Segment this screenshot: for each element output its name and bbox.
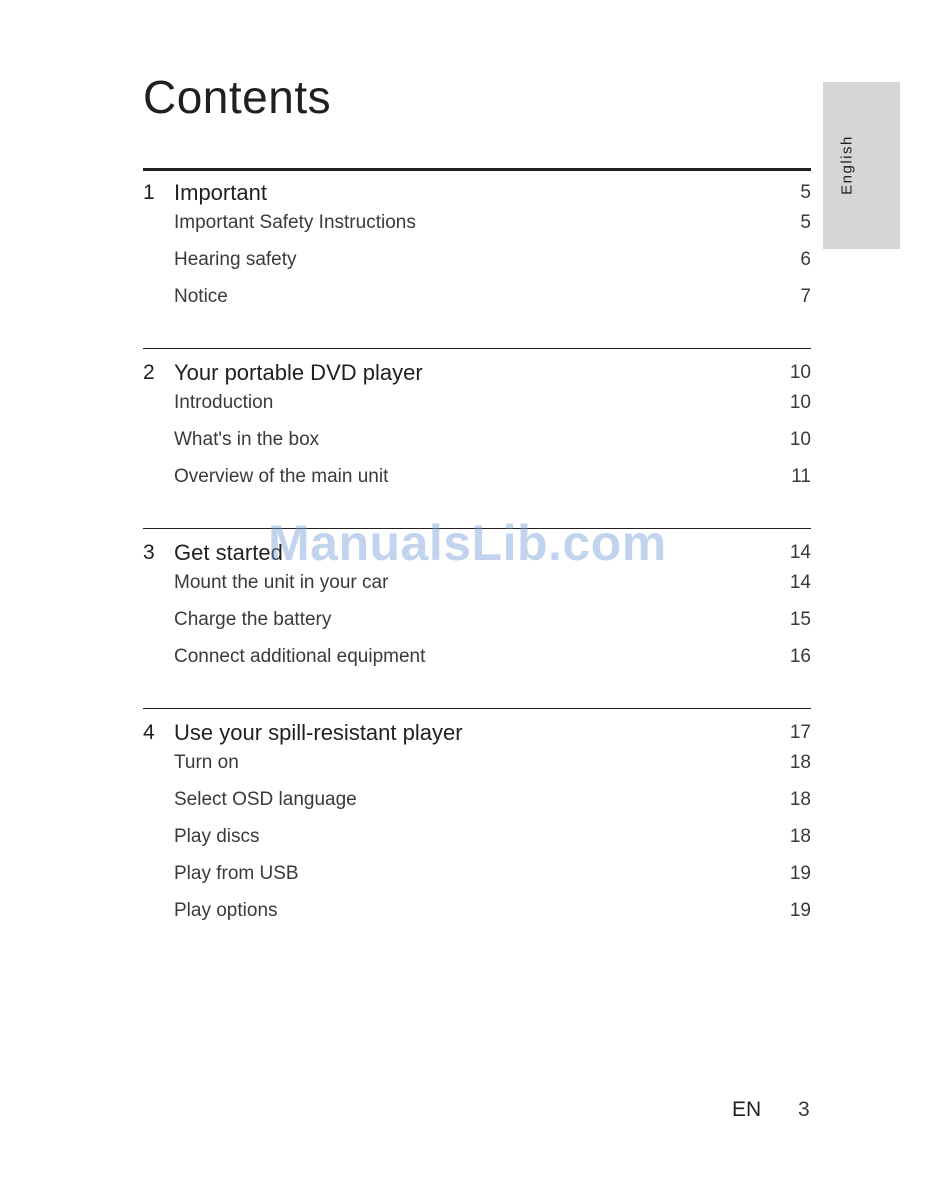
chapter-number: 2 (143, 361, 155, 384)
chapter-page: 5 (800, 182, 811, 203)
toc-section-1 (143, 168, 811, 348)
item-title[interactable]: Play discs (174, 826, 260, 847)
chapter-page: 14 (789, 542, 811, 563)
item-title[interactable]: Play options (174, 900, 278, 921)
item-title[interactable]: What's in the box (174, 429, 320, 450)
item-page: 7 (800, 286, 811, 307)
page-title: Contents (143, 71, 332, 123)
toc-item-row[interactable] (143, 824, 811, 861)
item-title[interactable]: Hearing safety (174, 249, 297, 270)
item-title[interactable]: Overview of the main unit (174, 466, 389, 487)
toc-item-row[interactable] (143, 284, 811, 321)
watermark: ManualsLib.com (268, 515, 667, 571)
item-page: 18 (789, 789, 811, 810)
chapter-number: 1 (143, 181, 155, 204)
footer-page-number: 3 (798, 1098, 810, 1121)
footer-language: EN (732, 1098, 762, 1121)
toc-chapter-row[interactable] (143, 720, 811, 750)
chapter-number: 4 (143, 721, 155, 744)
toc-item-row[interactable] (143, 247, 811, 284)
item-title[interactable]: Play from USB (174, 863, 299, 884)
toc-item-row[interactable] (143, 570, 811, 607)
chapter-title[interactable]: Important (174, 180, 267, 205)
toc-section-2 (143, 348, 811, 528)
chapter-title[interactable]: Get started (174, 540, 283, 565)
chapter-title[interactable]: Use your spill-resistant player (174, 720, 463, 745)
item-title[interactable]: Connect additional equipment (174, 646, 426, 667)
chapter-page: 17 (789, 722, 811, 743)
item-page: 19 (789, 900, 811, 921)
item-title[interactable]: Mount the unit in your car (174, 572, 389, 593)
chapter-page: 10 (789, 362, 811, 383)
item-title[interactable]: Turn on (174, 752, 239, 773)
toc-item-row[interactable] (143, 644, 811, 681)
item-title[interactable]: Important Safety Instructions (174, 212, 416, 233)
item-page: 19 (789, 863, 811, 884)
item-page: 18 (789, 826, 811, 847)
toc-item-row[interactable] (143, 607, 811, 644)
chapter-number: 3 (143, 541, 155, 564)
toc-chapter-row[interactable] (143, 360, 811, 390)
item-page: 16 (789, 646, 811, 667)
language-tab-label: English (838, 135, 856, 195)
item-title[interactable]: Introduction (174, 392, 274, 413)
item-title[interactable]: Select OSD language (174, 789, 357, 810)
item-page: 11 (791, 466, 811, 487)
item-title[interactable]: Charge the battery (174, 609, 332, 630)
item-page: 10 (789, 429, 811, 450)
item-page: 18 (789, 752, 811, 773)
item-page: 5 (800, 212, 811, 233)
chapter-title[interactable]: Your portable DVD player (174, 360, 423, 385)
toc-item-row[interactable] (143, 750, 811, 787)
toc-item-row[interactable] (143, 427, 811, 464)
toc-chapter-row[interactable] (143, 180, 811, 210)
item-page: 10 (789, 392, 811, 413)
item-title[interactable]: Notice (174, 286, 228, 307)
toc-item-row[interactable] (143, 861, 811, 898)
toc-item-row[interactable] (143, 390, 811, 427)
toc-item-row[interactable] (143, 898, 811, 935)
item-page: 15 (789, 609, 811, 630)
toc-item-row[interactable] (143, 787, 811, 824)
toc-item-row[interactable] (143, 464, 811, 501)
item-page: 6 (800, 249, 811, 270)
toc-item-row[interactable] (143, 210, 811, 247)
language-tab (823, 82, 900, 249)
toc-section-4 (143, 708, 811, 962)
item-page: 14 (789, 572, 811, 593)
